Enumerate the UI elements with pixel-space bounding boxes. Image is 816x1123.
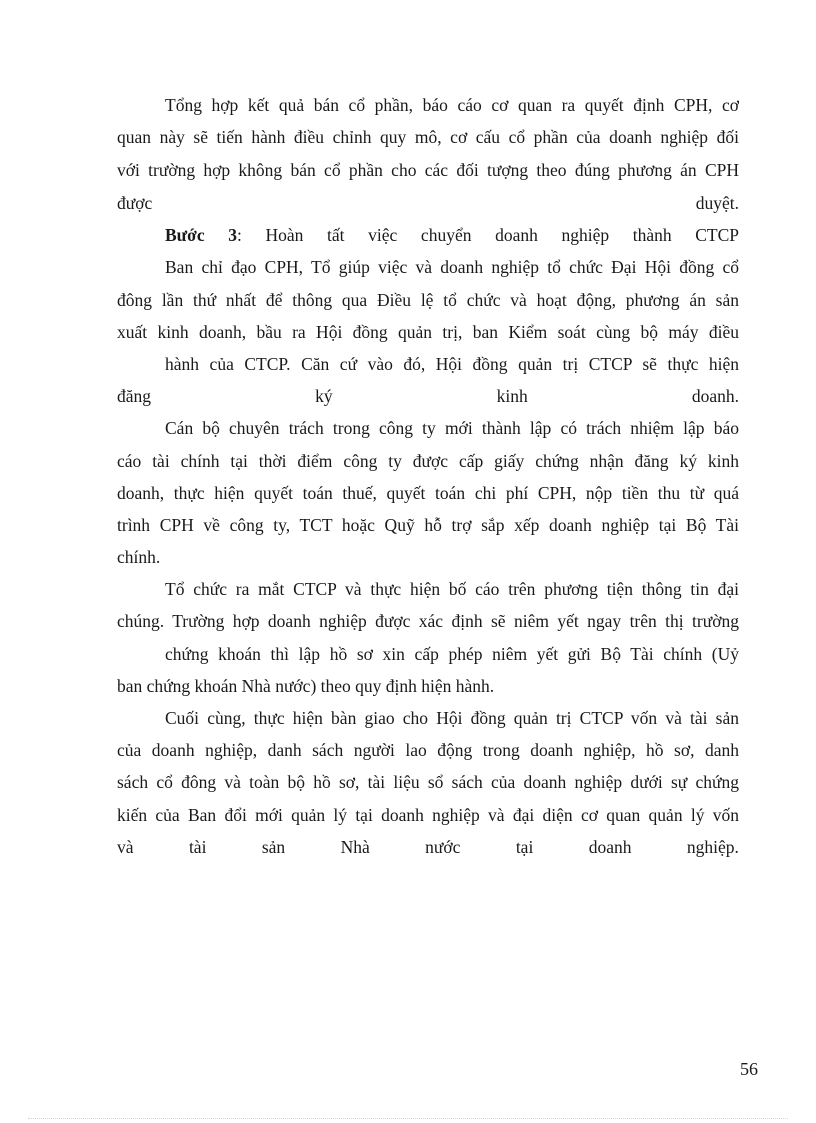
text-line: Ban chỉ đạo CPH, Tổ giúp việc và doanh nghiệp tổ chức Đại Hội đồng cổ [165,257,739,277]
step-title: : Hoàn tất việc chuyển doanh nghiệp thành CTCP [237,225,739,245]
text-line: chứng khoán thì lập hồ sơ xin cấp phép niêm yết gửi Bộ Tài chính (Uỷ [165,644,739,664]
word: nghiệp. [686,837,739,857]
text-line: hành của CTCP. Căn cứ vào đó, Hội đồng quản trị CTCP sẽ thực hiện [165,354,739,374]
word: đăng [117,386,152,406]
text-line: trình CPH về công ty, TCT hoặc Quỹ hỗ trợ sắp xếp doanh nghiệp tại Bộ Tài [117,515,739,535]
text-line: đông lần thứ nhất để thông qua Điều lệ tổ chức và hoạt động, phương án sản [117,290,739,310]
word: doanh. [691,386,739,406]
text-line: Tổng hợp kết quả bán cổ phần, báo cáo cơ quan ra quyết định CPH, cơ [165,95,739,115]
text-line [117,831,739,863]
text-line: kiến của Ban đổi mới quản lý tại doanh nghiệp và đại diện cơ quan quản lý vốn [117,805,739,825]
text-line: của doanh nghiệp, danh sách người lao động trong doanh nghiệp, hồ sơ, danh [117,740,739,760]
text-line: chúng. Trường hợp doanh nghiệp được xác định sẽ niêm yết ngay trên thị trường [117,611,739,631]
word: doanh [588,837,632,857]
text-line: Cuối cùng, thực hiện bàn giao cho Hội đồng quản trị CTCP vốn và tài sản [165,708,739,728]
text-line: ban chứng khoán Nhà nước) theo quy định hiện hành. [117,676,495,696]
word: tài [188,837,207,857]
step-heading [165,219,739,251]
footer-divider [28,1118,788,1119]
text-line: quan này sẽ tiến hành điều chỉnh quy mô, cơ cấu cổ phần của doanh nghiệp đối [117,127,739,147]
text-line [117,380,739,412]
text-line [117,187,739,219]
text-line: doanh, thực hiện quyết toán thuế, quyết toán chi phí CPH, nộp tiền thu từ quá [117,483,739,503]
word: nước [425,837,461,857]
word: tại [515,837,534,857]
text-line: Tổ chức ra mắt CTCP và thực hiện bố cáo trên phương tiện thông tin đại [165,579,739,599]
word: được [117,193,153,213]
page-number: 56 [740,1059,758,1079]
text-line: với trường hợp không bán cổ phần cho các đối tượng theo đúng phương án CPH [117,160,739,180]
text-line: sách cổ đông và toàn bộ hồ sơ, tài liệu sổ sách của doanh nghiệp dưới sự chứng [117,772,739,792]
word: Nhà [340,837,370,857]
text-line: chính. [117,547,161,567]
text-line: Cán bộ chuyên trách trong công ty mới thành lập có trách nhiệm lập báo [165,418,739,438]
step-label: Bước 3 [165,225,238,245]
word: ký [315,386,333,406]
word: duyệt. [695,193,739,213]
word: sản [261,837,286,857]
word: và [117,837,134,857]
word: kinh [496,386,528,406]
text-line: xuất kinh doanh, bầu ra Hội đồng quản trị, ban Kiểm soát cùng bộ máy điều [117,322,739,342]
text-line: cáo tài chính tại thời điểm công ty được cấp giấy chứng nhận đăng ký kinh [117,451,739,471]
